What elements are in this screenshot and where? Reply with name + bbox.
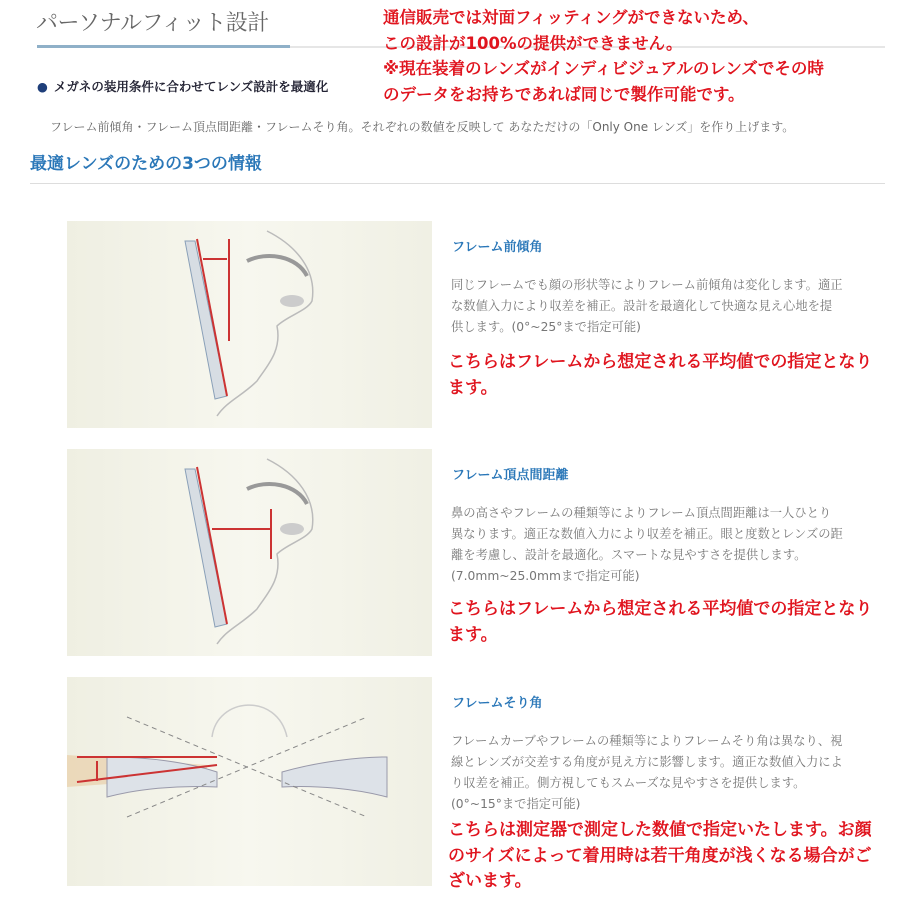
feature-note: こちらは測定器で測定した数値で指定いたします。お顔のサイズによって着用時は若干角度が浅くなる場合がございます。 <box>448 820 872 891</box>
vertex-distance-illustration <box>67 449 432 656</box>
page-title: パーソナルフィット設計 <box>36 11 269 36</box>
section-divider <box>30 183 885 184</box>
feature-note: こちらはフレームから想定される平均値での指定となります。 <box>448 599 873 645</box>
feature-title: フレーム前傾角 <box>452 240 543 255</box>
bullet-dot-icon: ● <box>37 79 48 94</box>
feature-description: 同じフレームでも顔の形状等によりフレーム前傾角は変化します。適正な数値入力により収差を補正。設計を最適化して快適な見え心地を提供します。(0°~25°まで指定可能) <box>451 278 843 334</box>
bullet-text: メガネの装用条件に合わせてレンズ設計を最適化 <box>53 79 329 94</box>
notice-line: 通信販売では対面フィッティングができないため、 <box>383 8 759 27</box>
notice-line: のデータをお持ちであれば同じで製作可能です。 <box>383 84 745 104</box>
pantoscopic-tilt-illustration <box>67 221 432 428</box>
intro-text: フレーム前傾角・フレーム頂点間距離・フレームそり角。それぞれの数値を反映して あなただけの「Only One レンズ」を作り上げます。 <box>50 120 795 134</box>
feature-note: こちらはフレームから想定される平均値での指定となります。 <box>448 352 873 398</box>
shop-notice <box>383 5 824 107</box>
notice-line: ※現在装着のレンズがインディビジュアルのレンズでその時 <box>383 59 824 78</box>
section-title: 最適レンズのための3つの情報 <box>30 154 262 174</box>
feature-bullet <box>37 77 328 95</box>
feature-title: フレームそり角 <box>452 696 543 711</box>
feature-title: フレーム頂点間距離 <box>452 468 569 483</box>
wrap-angle-illustration <box>67 677 432 886</box>
title-underline-accent <box>37 45 290 48</box>
feature-description: 鼻の高さやフレームの種類等によりフレーム頂点間距離は一人ひとり異なります。適正な数値入力により収差を補正。眼と度数とレンズの距離を考慮し、設計を最適化。スマートな見やすさを提供します。(7.0mm~25.0mmまで指定可能) <box>451 506 843 583</box>
feature-description: フレームカーブやフレームの種類等によりフレームそり角は異なり、視線とレンズが交差する角度が見え方に影響します。適正な数値入力により収差を補正。側方視してもスムーズな見やすさを提供します。(0°~15°まで指定可能) <box>451 734 843 811</box>
notice-line: この設計が100%の提供ができません。 <box>383 33 683 53</box>
